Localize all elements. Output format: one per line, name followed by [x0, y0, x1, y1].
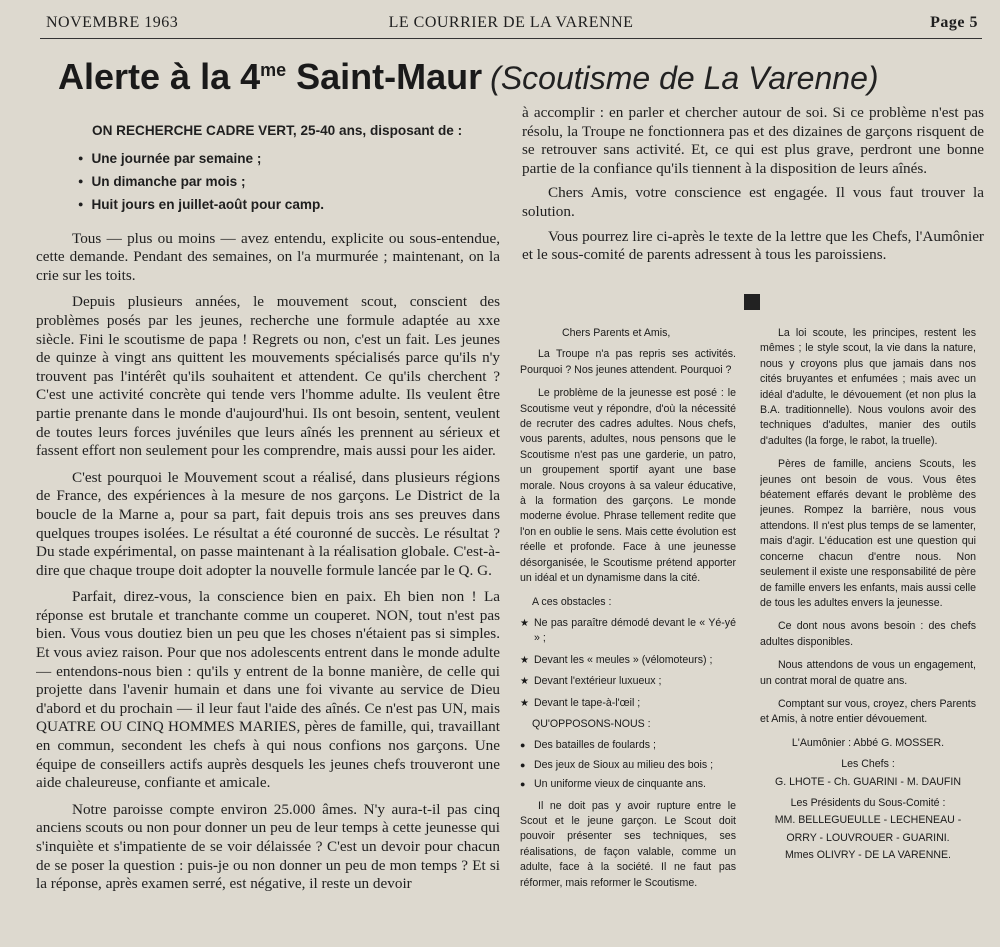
- list-item: ★ Devant les « meules » (vélomoteurs) ;: [520, 653, 736, 668]
- list-item: ● Des batailles de foulards ;: [520, 738, 736, 753]
- list-item: ● Un uniforme vieux de cinquante ans.: [520, 777, 736, 792]
- opposons-list: [520, 738, 736, 792]
- article-paragraph: Chers Amis, votre conscience est engagée. Il vous faut trouver la solution.: [522, 184, 984, 220]
- chefs-heading: Les Chefs :: [841, 758, 895, 771]
- list-item: ★ Devant le tape-à-l'œil ;: [520, 696, 736, 711]
- letter-paragraph: Ce dont nous avons besoin : des chefs adultes disponibles.: [760, 620, 976, 648]
- recherche-heading: ON RECHERCHE CADRE VERT, 25-40 ans, disposant de :: [92, 123, 463, 138]
- letter-paragraph: Pères de famille, anciens Scouts, les jeunes ont besoin de vous. Vous êtes béatement effarés devant le problème des jeunes. Rompez la barrière, nous vous attendons. Il n'est plus temps de se lamenter, mais d'agir. L'éducation est une question qui concerne chacun d'entre nous. Non seulement il existe une responsabilité de père de famille envers les enfants, mais aussi celle de tous les adultes envers la jeunesse.: [760, 458, 976, 609]
- list-item: ● Huit jours en juillet-août pour camp.: [78, 193, 500, 216]
- headline-main: Alerte à la $4^{me}$ Saint-Maur: [58, 56, 483, 97]
- article-paragraph: Vous pourrez lire ci-après le texte de la lettre que les Chefs, l'Aumônier et le sous-comité de parents adressent à tous les paroissiens.: [522, 227, 984, 264]
- letter-paragraph: Il ne doit pas y avoir rupture entre le Scout et le jeune garçon. Le Scout doit pouvoir présenter ses techniques, ses réalisations, de façon valable, comme un adulte, face à la société. Il ne faut pas réformer, mais reformer le Scoutisme.: [520, 799, 736, 889]
- letter-paragraph: La loi scoute, les principes, restent les mêmes ; le style scout, la vie dans la nature, nous y croyons plus que jamais dans nos cités bruyantes et enfumées ; mais avec un idéal d'adulte, le dévouement (et non plus la B.A. traditionnelle). Nous voulons avoir des techniques d'adultes, manier des outils d'adultes (la forge, le rabot, la truelle).: [760, 327, 976, 447]
- presidents-names: ORRY - LOUVROUER - GUARINI.: [786, 831, 950, 844]
- letter-paragraph: Comptant sur vous, croyez, chers Parents et Amis, à notre entier dévouement.: [760, 697, 976, 726]
- article-paragraph: Parfait, direz-vous, la conscience bien en paix. Eh bien non ! La réponse est brutale et tranchante comme un couperet. NON, tout n'est pas bien. Vous vous doutiez bien un peu que les choses n'étaient pas si simples. Et vous aviez raison. Pour que nos adolescents entrent dans le monde adulte — entendons-nous bien : qu'ils y entrent de la bonne manière, de celle qui projette dans l'avenir humain et dans une foi vivante au service de Dieu d'abord et du prochain — il leur faut l'aide des aînés. Ce n'est pas UN, mais QUATRE OU CINQ HOMMES MARIES, pères de famille, qui, travaillant en commun, secondent les chefs à qui nous confions nos garçons. Une équipe de conseillers actifs auprès desquels les jeunes chefs trouveront une aide chaleureuse, confiante et amicale.: [36, 588, 500, 792]
- section-divider-square: [744, 294, 760, 310]
- left-column: [36, 122, 500, 944]
- presidents-names: MM. BELLEGUEULLE - LECHENEAU -: [774, 814, 962, 827]
- signature-aumonier: L'Aumônier : Abbé G. MOSSER.: [791, 736, 945, 749]
- obstacles-heading: A ces obstacles :: [532, 595, 612, 608]
- article-headline: [58, 56, 978, 106]
- letter-paragraph: Nous attendons de vous un engagement, un contrat moral de quatre ans.: [760, 659, 976, 687]
- article-paragraph: Depuis plusieurs années, le mouvement scout, conscient des problèmes posés par les jeunes, recherche une formule adaptée au xxe siècle. Fini le scoutisme de papa ! Regrets ou non, c'est un fait. Les jeunes de quinze à vingt ans quittent les mouvements spécialisés parce qu'ils n'y trouvent pas l'intérêt qu'ils souhaitent et attendent. Ce qu'ils cherchent ? C'est une activité concrète qui tende vers l'homme adulte. Ils veulent être partie prenante dans le monde d'aujourd'hui. Ils ont besoin, sentent, veulent de toutes leurs forces juvéniles que leurs aînés les prennent au sérieux et fassent effort non seulement pour les comprendre, mais aussi pour les aider.: [36, 293, 500, 460]
- presidents-names: Mmes OLIVRY - DE LA VARENNE.: [784, 849, 952, 862]
- list-item: ★ Devant l'extérieur luxueux ;: [520, 674, 736, 689]
- list-item: ● Des jeux de Sioux au milieu des bois ;: [520, 758, 736, 773]
- list-item: ● Une journée par semaine ;: [78, 147, 500, 170]
- page-number: Page 5: [930, 14, 978, 31]
- letter-right-column: [760, 326, 976, 942]
- obstacles-list: [520, 616, 736, 711]
- letter-left-column: [520, 326, 736, 942]
- list-item: ★ Ne pas paraître démodé devant le « Yé-yé » ;: [520, 616, 736, 647]
- headline-subtitle: (Scoutisme de La Varenne): [490, 60, 879, 96]
- newspaper-title: LE COURRIER DE LA VARENNE: [388, 14, 634, 31]
- letter-salutation: Chers Parents et Amis,: [562, 327, 671, 339]
- letter-paragraph: La Troupe n'a pas repris ses activités. Pourquoi ? Nos jeunes attendent. Pourquoi ?: [520, 348, 736, 376]
- right-column-top: [522, 104, 984, 284]
- article-paragraph: Tous — plus ou moins — avez entendu, explicite ou sous-entendue, cette demande. Pendant des semaines, on l'a murmurée ; maintenant, on la crie sur les toits.: [36, 229, 500, 284]
- opposons-heading: QU'OPPOSONS-NOUS :: [532, 717, 651, 730]
- list-item: ● Un dimanche par mois ;: [78, 170, 500, 193]
- issue-date: NOVEMBRE 1963: [46, 14, 179, 31]
- chefs-names: G. LHOTE - Ch. GUARINI - M. DAUFIN: [775, 775, 961, 788]
- article-paragraph: à accomplir : en parler et chercher autour de soi. Si ce problème n'est pas résolu, la Troupe ne fonctionnera pas et des dizaines de garçons risquent de se retrouver sans activité. Et, ce qui est plus grave, perdront une bonne partie de la confiance qu'ils tiennent à la disposition de leurs aînés.: [522, 104, 984, 177]
- letter-paragraph: Le problème de la jeunesse est posé : le Scoutisme veut y répondre, d'où la nécessité de recruter des cadres adultes. Nous chefs, vous parents, adultes, nous pensons que le Scoutisme n'est pas une garderie, un patro, un groupement sportif ayant une base morale. Nous croyons à sa valeur éducative, à la formation des garçons. Le monde moderne évolue. Phrase tellement redite que l'on en oublie le sens. Mais cette évolution est réelle et profonde. Face à une jeunesse désorganisée, le Scoutisme prétend apporter un idéal et un dynamisme dans la cité.: [520, 387, 736, 585]
- article-paragraph: C'est pourquoi le Mouvement scout a réalisé, dans plusieurs régions de France, des expériences à la mesure de nos garçons. Le District de la boucle de la Marne a, pour sa part, fait depuis trois ans ses preuves dans quelques troupes isolées. Le résultat a été couronné de succès. Le résultat ? Du stade expérimental, on passe maintenant à la réalisation globale. C'est-à-dire que chaque troupe doit adopter la nouvelle formule lancée par le Q. G.: [36, 468, 500, 579]
- page-header: [40, 12, 982, 39]
- article-paragraph: Notre paroisse compte environ 25.000 âmes. N'y aura-t-il pas cinq anciens scouts ou non pour donner un peu de leur temps à cette jeunesse qui s'inquiète et s'impatiente de se voir délaissée ? C'est un devoir pour chacun de se poser la question : puis-je ou non donner un peu de mon temps ? Et si la réponse, après examen serré, est négative, il reste un devoir: [36, 800, 500, 893]
- bullet-list: [78, 147, 500, 216]
- presidents-heading: Les Présidents du Sous-Comité :: [790, 796, 946, 809]
